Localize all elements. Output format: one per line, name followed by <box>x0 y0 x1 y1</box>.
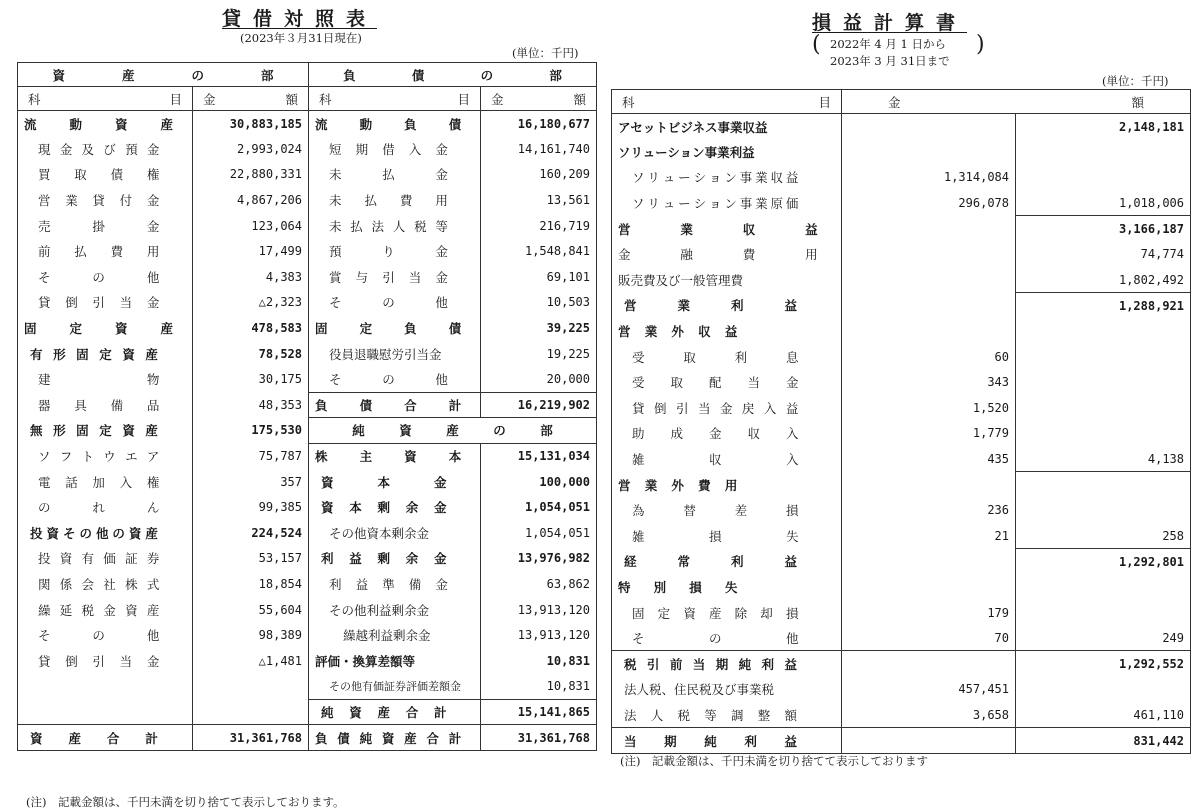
pl-item: 営 業 利 益 <box>612 293 842 319</box>
table-row <box>18 290 597 316</box>
table-row <box>612 216 1191 242</box>
pl-sub-amount <box>842 318 1016 344</box>
asset-item: 売 掛 金 <box>18 213 193 239</box>
liability-amount: 15,131,034 <box>481 443 597 469</box>
pl-sub-amount <box>842 114 1016 140</box>
liability-item: 純 資 産 合 計 <box>309 699 481 725</box>
pl-item: ソ リ ュ ー シ ョ ン 事 業 原 価 <box>612 190 842 216</box>
asset-item: 有 形 固 定 資 産 <box>18 341 193 367</box>
pl-item: 税 引 前 当 期 純 利 益 <box>612 651 842 677</box>
asset-amount: △1,481 <box>193 648 309 674</box>
table-row <box>18 187 597 213</box>
liability-amount: 1,548,841 <box>481 238 597 264</box>
pl-sub-amount: 3,658 <box>842 702 1016 728</box>
pl-sub-amount <box>842 216 1016 242</box>
column-header-char: 科 <box>622 94 635 110</box>
total-assets-label: 資 産 合 計 <box>18 725 193 751</box>
liability-item: その他利益剰余金 <box>309 597 481 623</box>
header-char: 産 <box>121 67 135 83</box>
asset-item: 無 形 固 定 資 産 <box>18 418 193 444</box>
pl-sub-amount: 343 <box>842 369 1016 395</box>
table-row <box>18 648 597 674</box>
table-row <box>18 366 597 392</box>
liability-amount: 10,503 <box>481 290 597 316</box>
asset-amount: 30,175 <box>193 366 309 392</box>
table-row <box>18 469 597 495</box>
assets-section-header <box>18 63 309 87</box>
pl-item: 雑 収 入 <box>612 446 842 472</box>
liability-amount: 13,913,120 <box>481 597 597 623</box>
liability-amount: 100,000 <box>481 469 597 495</box>
table-row <box>612 318 1191 344</box>
table-row <box>612 523 1191 549</box>
asset-amount: 4,383 <box>193 264 309 290</box>
table-row <box>18 597 597 623</box>
pl-sub-amount <box>842 267 1016 293</box>
pl-item: ソ リ ュ ー シ ョ ン 事 業 収 益 <box>612 165 842 191</box>
liability-amount: 13,913,120 <box>481 622 597 648</box>
liability-amount: 15,141,865 <box>481 699 597 725</box>
liabilities-section-header <box>309 63 597 87</box>
paren-right-icon: ) <box>976 32 985 57</box>
liability-amount: 1,054,051 <box>481 494 597 520</box>
pl-item: 法人税、住民税及び事業税 <box>612 677 842 703</box>
table-row <box>612 702 1191 728</box>
asset-item <box>18 674 193 700</box>
header-char: の <box>191 67 204 83</box>
pl-item: 特 別 損 失 <box>612 574 842 600</box>
pl-amount <box>1016 344 1191 370</box>
pl-sub-amount <box>842 472 1016 498</box>
income-statement-table <box>611 89 1191 754</box>
pl-sub-amount: 179 <box>842 600 1016 626</box>
asset-amount: 53,157 <box>193 546 309 572</box>
table-row <box>612 114 1191 140</box>
asset-amount: 98,389 <box>193 622 309 648</box>
pl-sub-amount <box>842 293 1016 319</box>
column-header-char: 額 <box>573 91 586 107</box>
asset-amount: 123,064 <box>193 213 309 239</box>
pl-item: 雑 損 失 <box>612 523 842 549</box>
liability-amount: 63,862 <box>481 571 597 597</box>
pl-amount: 1,018,006 <box>1016 190 1191 216</box>
pl-title <box>812 8 967 35</box>
asset-amount <box>193 699 309 725</box>
pl-sub-amount: 296,078 <box>842 190 1016 216</box>
table-row <box>612 369 1191 395</box>
table-row <box>612 728 1191 754</box>
liab-amount-header <box>481 87 597 111</box>
pl-title-text: 損益計算書 <box>812 12 968 34</box>
asset-amount: 18,854 <box>193 571 309 597</box>
total-liab-net-assets-label: 負 債 純 資 産 合 計 <box>309 725 481 751</box>
liability-item: 株 主 資 本 <box>309 443 481 469</box>
pl-sub-amount <box>842 241 1016 267</box>
pl-amount: 74,774 <box>1016 241 1191 267</box>
bs-date: (2023年３月31日現在) <box>240 31 362 45</box>
liability-item: 評価・換算差額等 <box>309 648 481 674</box>
table-row <box>18 571 597 597</box>
pl-sub-amount: 1,779 <box>842 421 1016 447</box>
pl-item: 受 取 利 息 <box>612 344 842 370</box>
pl-sub-amount: 435 <box>842 446 1016 472</box>
total-row <box>18 725 597 751</box>
table-row <box>18 111 597 137</box>
column-header-char: 金 <box>203 91 216 107</box>
table-row <box>18 341 597 367</box>
pl-sub-amount: 1,520 <box>842 395 1016 421</box>
asset-item: 器 具 備 品 <box>18 392 193 418</box>
liability-item: 賞 与 引 当 金 <box>309 264 481 290</box>
pl-item: 金 融 費 用 <box>612 241 842 267</box>
header-char: 純 <box>352 423 365 439</box>
asset-amount <box>193 674 309 700</box>
asset-amount: 30,883,185 <box>193 111 309 137</box>
liability-amount: 16,219,902 <box>481 392 597 418</box>
asset-amount: 2,993,024 <box>193 136 309 162</box>
liability-item: 資 本 剰 余 金 <box>309 494 481 520</box>
pl-sub-amount: 1,314,084 <box>842 165 1016 191</box>
table-row <box>612 549 1191 575</box>
liability-amount: 1,054,051 <box>481 520 597 546</box>
net-assets-section-header <box>309 418 597 444</box>
table-row <box>612 651 1191 677</box>
asset-item: 電 話 加 入 権 <box>18 469 193 495</box>
bs-unit: (単位：千円) <box>512 46 579 60</box>
pl-amount: 249 <box>1016 625 1191 651</box>
balance-sheet-table <box>17 62 597 751</box>
header-char: の <box>493 423 506 439</box>
asset-item: 営 業 貸 付 金 <box>18 187 193 213</box>
asset-amount: 48,353 <box>193 392 309 418</box>
table-row <box>612 165 1191 191</box>
asset-amount: 478,583 <box>193 315 309 341</box>
table-row <box>18 418 597 444</box>
liability-amount: 160,209 <box>481 162 597 188</box>
table-row <box>612 446 1191 472</box>
pl-item: 販売費及び一般管理費 <box>612 267 842 293</box>
asset-amount: 224,524 <box>193 520 309 546</box>
liability-amount: 13,561 <box>481 187 597 213</box>
column-header-char: 目 <box>169 91 182 107</box>
table-row <box>18 264 597 290</box>
pl-unit: (単位：千円) <box>1102 74 1169 88</box>
asset-item: 繰 延 税 金 資 産 <box>18 597 193 623</box>
column-header-char: 金 <box>491 91 504 107</box>
asset-item: 買 取 債 権 <box>18 162 193 188</box>
asset-amount: 17,499 <box>193 238 309 264</box>
header-char: 負 <box>343 67 356 83</box>
asset-item: 投 資 そ の 他 の 資 産 <box>18 520 193 546</box>
asset-amount: 75,787 <box>193 443 309 469</box>
asset-item: 流 動 資 産 <box>18 111 193 137</box>
pl-item: ソリューション事業利益 <box>612 139 842 165</box>
pl-item: 為 替 差 損 <box>612 497 842 523</box>
table-row <box>18 136 597 162</box>
pl-amount: 1,292,801 <box>1016 549 1191 575</box>
asset-amount: 4,867,206 <box>193 187 309 213</box>
asset-item <box>18 699 193 725</box>
pl-item: そ の 他 <box>612 625 842 651</box>
pl-amount <box>1016 497 1191 523</box>
liability-amount: 13,976,982 <box>481 546 597 572</box>
asset-amount: 357 <box>193 469 309 495</box>
table-row <box>612 421 1191 447</box>
column-header-char: 額 <box>1131 94 1144 110</box>
table-row <box>612 677 1191 703</box>
table-row <box>18 546 597 572</box>
liability-item: 固 定 負 債 <box>309 315 481 341</box>
asset-item: 貸 倒 引 当 金 <box>18 648 193 674</box>
header-char: 債 <box>411 67 425 83</box>
table-row <box>612 395 1191 421</box>
table-row <box>612 190 1191 216</box>
bs-title: 貸借対照表 <box>222 8 378 30</box>
table-row <box>18 622 597 648</box>
table-row <box>18 238 597 264</box>
pl-item-header <box>612 90 842 114</box>
asset-item: 建 物 <box>18 366 193 392</box>
pl-amount <box>1016 369 1191 395</box>
column-header-char: 目 <box>457 91 470 107</box>
liability-item: 未 払 金 <box>309 162 481 188</box>
table-row <box>18 674 597 700</box>
table-row <box>612 497 1191 523</box>
table-row <box>18 392 597 418</box>
asset-item: 固 定 資 産 <box>18 315 193 341</box>
pl-item: 当 期 純 利 益 <box>612 728 842 754</box>
column-header-char: 金 <box>888 94 901 110</box>
asset-amount: 78,528 <box>193 341 309 367</box>
pl-item: アセットビジネス事業収益 <box>612 114 842 140</box>
asset-item: そ の 他 <box>18 264 193 290</box>
asset-amount: 175,530 <box>193 418 309 444</box>
pl-amount <box>1016 472 1191 498</box>
table-row <box>18 494 597 520</box>
pl-amount-header <box>842 90 1191 114</box>
header-char: 部 <box>260 67 274 83</box>
column-header-char: 科 <box>28 91 41 107</box>
table-row <box>18 213 597 239</box>
pl-amount: 1,288,921 <box>1016 293 1191 319</box>
paren-left-icon: ( <box>812 32 821 57</box>
header-char: 資 <box>52 67 65 83</box>
pl-sub-amount <box>842 139 1016 165</box>
asset-item: 貸 倒 引 当 金 <box>18 290 193 316</box>
pl-amount <box>1016 421 1191 447</box>
asset-item: 投 資 有 価 証 券 <box>18 546 193 572</box>
asset-item: ソ フ ト ウ エ ア <box>18 443 193 469</box>
asset-amount: △2,323 <box>193 290 309 316</box>
pl-amount: 831,442 <box>1016 728 1191 754</box>
liab-item-header <box>309 87 481 111</box>
net-assets-header-text <box>315 421 590 439</box>
pl-amount <box>1016 139 1191 165</box>
table-row <box>18 162 597 188</box>
table-row <box>612 574 1191 600</box>
column-header-char: 額 <box>285 91 298 107</box>
table-row <box>18 443 597 469</box>
bs-note: (注) 記載金額は、千円未満を切り捨てて表示しております。 <box>26 795 345 809</box>
pl-amount: 258 <box>1016 523 1191 549</box>
liability-item: 負 債 合 計 <box>309 392 481 418</box>
pl-amount: 1,802,492 <box>1016 267 1191 293</box>
pl-item: 営 業 収 益 <box>612 216 842 242</box>
liability-amount: 14,161,740 <box>481 136 597 162</box>
asset-amount: 55,604 <box>193 597 309 623</box>
pl-item: 助 成 金 収 入 <box>612 421 842 447</box>
pl-item: 固 定 資 産 除 却 損 <box>612 600 842 626</box>
liability-item: 役員退職慰労引当金 <box>309 341 481 367</box>
total-assets-amount: 31,361,768 <box>193 725 309 751</box>
liability-amount: 39,225 <box>481 315 597 341</box>
pl-sub-amount <box>842 574 1016 600</box>
pl-item: 経 常 利 益 <box>612 549 842 575</box>
asset-item: の れ ん <box>18 494 193 520</box>
pl-sub-amount <box>842 651 1016 677</box>
table-row <box>612 472 1191 498</box>
table-row <box>18 520 597 546</box>
table-row <box>612 267 1191 293</box>
column-header-char: 目 <box>818 94 831 110</box>
liability-item: その他有価証券評価差額金 <box>309 674 481 700</box>
asset-amount: 99,385 <box>193 494 309 520</box>
pl-period-from: 2022年 4 月 1 日から <box>830 37 947 51</box>
pl-amount <box>1016 574 1191 600</box>
header-char: の <box>480 67 494 83</box>
liability-item: 流 動 負 債 <box>309 111 481 137</box>
column-header-char: 科 <box>319 91 332 107</box>
table-row <box>18 699 597 725</box>
header-char: 資 <box>399 423 412 439</box>
assets-item-header <box>18 87 193 111</box>
liability-item: そ の 他 <box>309 366 481 392</box>
table-row <box>612 139 1191 165</box>
liability-item: 利 益 剰 余 金 <box>309 546 481 572</box>
pl-amount <box>1016 600 1191 626</box>
asset-item: 関 係 会 社 株 式 <box>18 571 193 597</box>
liability-item: その他資本剰余金 <box>309 520 481 546</box>
pl-amount: 1,292,552 <box>1016 651 1191 677</box>
pl-item: 貸 倒 引 当 金 戻 入 益 <box>612 395 842 421</box>
pl-item: 営 業 外 費 用 <box>612 472 842 498</box>
pl-amount: 2,148,181 <box>1016 114 1191 140</box>
pl-period-to: 2023年 3 月 31日まで <box>830 54 950 68</box>
liability-amount: 19,225 <box>481 341 597 367</box>
header-char: 部 <box>549 67 562 83</box>
pl-sub-amount: 21 <box>842 523 1016 549</box>
liability-item: 資 本 金 <box>309 469 481 495</box>
liability-amount: 16,180,677 <box>481 111 597 137</box>
header-char: 産 <box>446 423 459 439</box>
pl-note: (注) 記載金額は、千円未満を切り捨てて表示しております <box>620 754 928 768</box>
liability-item: 未 払 費 用 <box>309 187 481 213</box>
total-liab-net-assets-amount: 31,361,768 <box>481 725 597 751</box>
liability-item: 繰越利益剰余金 <box>309 622 481 648</box>
assets-amount-header <box>193 87 309 111</box>
table-row <box>612 344 1191 370</box>
table-row <box>612 625 1191 651</box>
pl-amount: 461,110 <box>1016 702 1191 728</box>
pl-amount <box>1016 395 1191 421</box>
pl-item: 法 人 税 等 調 整 額 <box>612 702 842 728</box>
pl-amount <box>1016 318 1191 344</box>
liability-item: 短 期 借 入 金 <box>309 136 481 162</box>
liability-item: 利 益 準 備 金 <box>309 571 481 597</box>
asset-item: 現 金 及 び 預 金 <box>18 136 193 162</box>
table-row <box>612 293 1191 319</box>
pl-sub-amount: 457,451 <box>842 677 1016 703</box>
table-row <box>18 315 597 341</box>
liability-amount: 20,000 <box>481 366 597 392</box>
pl-amount <box>1016 165 1191 191</box>
pl-sub-amount <box>842 549 1016 575</box>
asset-amount: 22,880,331 <box>193 162 309 188</box>
liability-amount: 69,101 <box>481 264 597 290</box>
asset-item: 前 払 費 用 <box>18 238 193 264</box>
pl-item: 受 取 配 当 金 <box>612 369 842 395</box>
liability-item: 預 り 金 <box>309 238 481 264</box>
table-row <box>612 241 1191 267</box>
pl-amount: 4,138 <box>1016 446 1191 472</box>
table-row <box>612 600 1191 626</box>
liability-item: 未 払 法 人 税 等 <box>309 213 481 239</box>
header-char: 部 <box>540 423 553 439</box>
asset-item: そ の 他 <box>18 622 193 648</box>
pl-amount: 3,166,187 <box>1016 216 1191 242</box>
pl-sub-amount: 236 <box>842 497 1016 523</box>
pl-item: 営 業 外 収 益 <box>612 318 842 344</box>
pl-sub-amount <box>842 728 1016 754</box>
pl-sub-amount: 70 <box>842 625 1016 651</box>
pl-amount <box>1016 677 1191 703</box>
liability-item: そ の 他 <box>309 290 481 316</box>
liability-amount: 10,831 <box>481 648 597 674</box>
pl-sub-amount: 60 <box>842 344 1016 370</box>
liability-amount: 216,719 <box>481 213 597 239</box>
liability-amount: 10,831 <box>481 674 597 700</box>
